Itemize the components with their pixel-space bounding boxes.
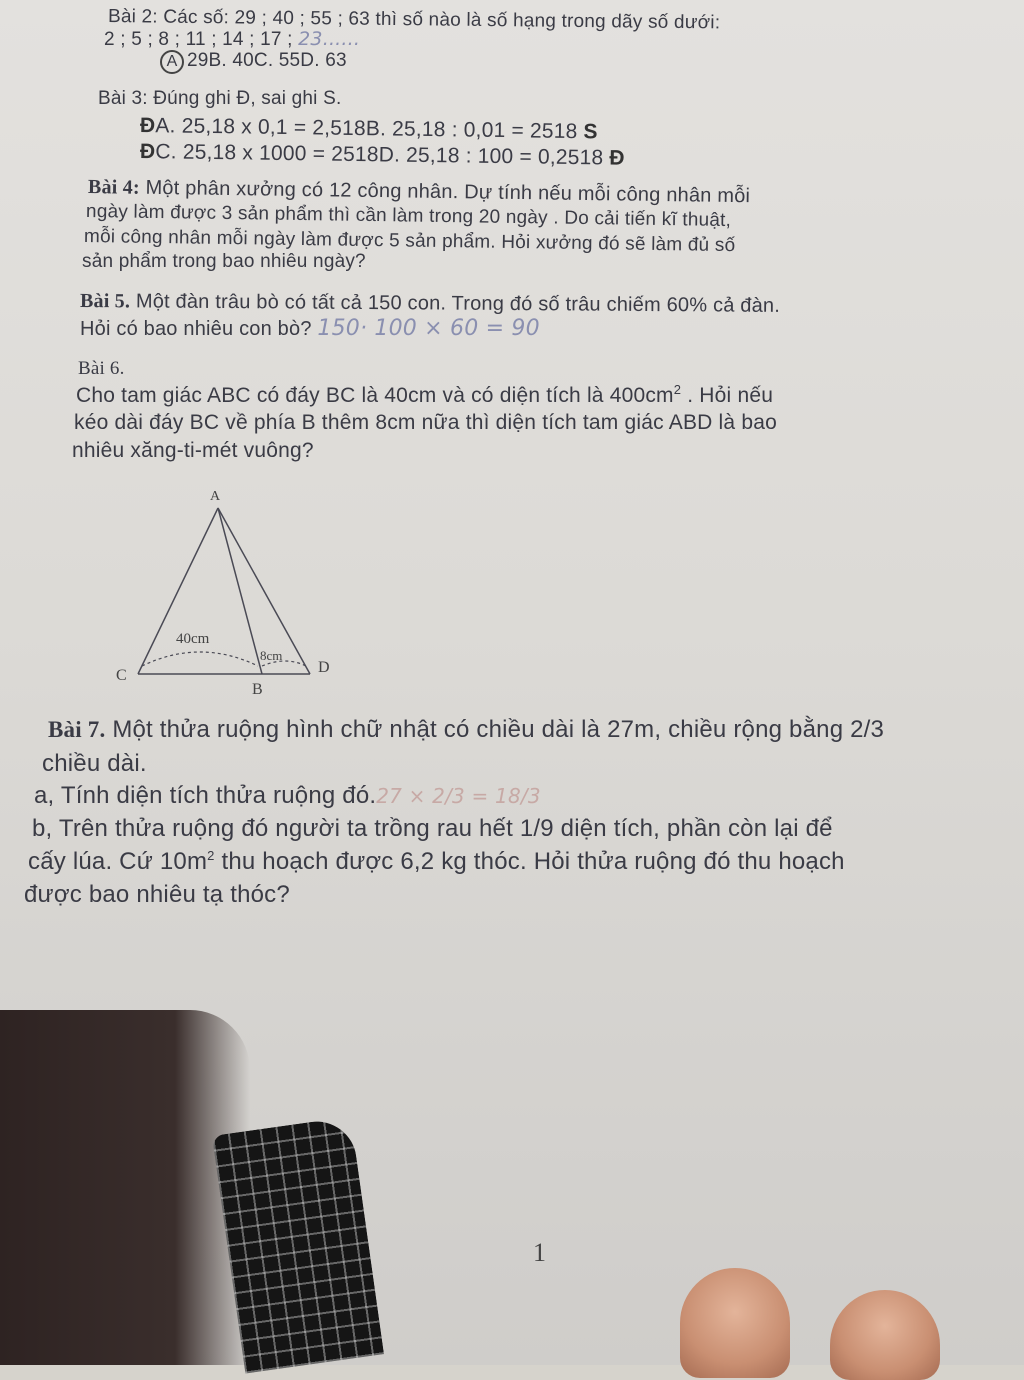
bai4-line1-text: Một phân xưởng có 12 công nhân. Dự tính nếu mỗi công nhân mỗi — [145, 176, 751, 208]
bai4-line2: ngày làm được 3 sản phẩm thì cần làm trong 20 ngày . Do cải tiến kĩ thuật, — [85, 201, 732, 232]
vertex-d: D — [318, 659, 330, 676]
bai6-line1 — [76, 382, 773, 408]
bai3-mark-a: Đ — [139, 114, 156, 138]
bai6-line3: nhiêu xăng-ti-mét vuông? — [72, 439, 314, 462]
bai3-title: Bài 3: Đúng ghi Đ, sai ghi S. — [98, 88, 342, 109]
triangle-figure — [100, 480, 360, 700]
bai2-options — [160, 50, 347, 74]
vertex-b: B — [252, 681, 263, 698]
bai5-line2 — [80, 316, 540, 341]
side-ab — [218, 508, 262, 674]
bai5-line1-text: Một đàn trâu bò có tất cả 150 con. Trong đó số trâu chiếm 60% cả đàn. — [135, 290, 781, 317]
vertex-a: A — [210, 489, 221, 504]
bai7-label: Bài 7. — [48, 717, 106, 742]
bai6-line1-end: . Hỏi nếu — [687, 384, 774, 407]
hand-shadow — [0, 1010, 250, 1365]
bai2-answer-circle: A — [160, 50, 184, 74]
bai2-handwritten-answer: 23...... — [298, 28, 361, 50]
bai4-label: Bài 4: — [87, 176, 140, 199]
bai7-line1-text: Một thửa ruộng hình chữ nhật có chiều dài là 27m, chiều rộng bằng 2/3 — [112, 716, 885, 743]
vertex-c: C — [116, 667, 127, 684]
bai6-label: Bài 6. — [78, 358, 125, 379]
bai7-line4: b, Trên thửa ruộng đó người ta trồng rau hết 1/9 diện tích, phần còn lại để — [32, 815, 833, 842]
bai7-line6: được bao nhiêu tạ thóc? — [24, 881, 290, 908]
bai5-handwritten-work: 150· 100 × 60 = 90 — [317, 316, 540, 341]
length-bd: 8cm — [260, 648, 283, 663]
arc-bc — [142, 652, 258, 666]
bai2-sequence-text: 2 ; 5 ; 8 ; 11 ; 14 ; 17 ; — [104, 29, 293, 50]
bai7-line5-text: cấy lúa. Cứ 10m — [28, 848, 208, 875]
bai7-line3-text: a, Tính diện tích thửa ruộng đó. — [34, 782, 377, 809]
bai7-line5 — [28, 848, 845, 876]
bai2-line1: Bài 2: Các số: 29 ; 40 ; 55 ; 63 thì số nào là số hạng trong dãy số dưới: — [107, 6, 721, 34]
finger-left — [680, 1268, 790, 1378]
page-number: 1 — [533, 1238, 546, 1267]
bai7-line5-sup: 2 — [207, 848, 215, 863]
bai3-mark-c: Đ — [139, 140, 156, 164]
bai4-line3: mỗi công nhân mỗi ngày làm được 5 sản phẩm. Hỏi xưởng đó sẽ làm đủ số — [83, 226, 736, 257]
bai3-mark-b: S — [583, 120, 598, 144]
bai7-line2: chiều dài. — [42, 750, 147, 777]
bai3-row1-text: A. 25,18 x 0,1 = 2,518B. 25,18 : 0,01 = 2518 — [155, 114, 578, 144]
bai3-mark-d: Đ — [609, 146, 625, 170]
bai7-line5-end: thu hoạch được 6,2 kg thóc. Hỏi thửa ruộng đó thu hoạch — [221, 848, 845, 875]
bai2-sequence — [104, 28, 360, 51]
bai7-line3 — [34, 782, 541, 810]
bai7-line1 — [48, 716, 884, 744]
side-ac — [138, 508, 218, 674]
bai5-line2-text: Hỏi có bao nhiêu con bò? — [80, 318, 312, 340]
bai6-line2: kéo dài đáy BC về phía B thêm 8cm nữa thì diện tích tam giác ABD là bao — [74, 411, 777, 434]
bai6-line1-sup: 2 — [673, 382, 682, 397]
bai3-row2-text: C. 25,18 x 1000 = 2518D. 25,18 : 100 = 0,2518 — [155, 140, 604, 170]
bai2-options-text: 29B. 40C. 55D. 63 — [187, 50, 347, 71]
bai5-label: Bài 5. — [79, 290, 131, 313]
bai4-line4: sản phẩm trong bao nhiêu ngày? — [82, 251, 366, 272]
bai5-line1 — [80, 290, 780, 318]
bai7-handwritten-work: 27 × 2/3 = 18/3 — [376, 784, 541, 808]
bai6-line1-text: Cho tam giác ABC có đáy BC là 40cm và có diện tích là 400cm — [76, 384, 674, 407]
length-bc: 40cm — [176, 631, 210, 647]
